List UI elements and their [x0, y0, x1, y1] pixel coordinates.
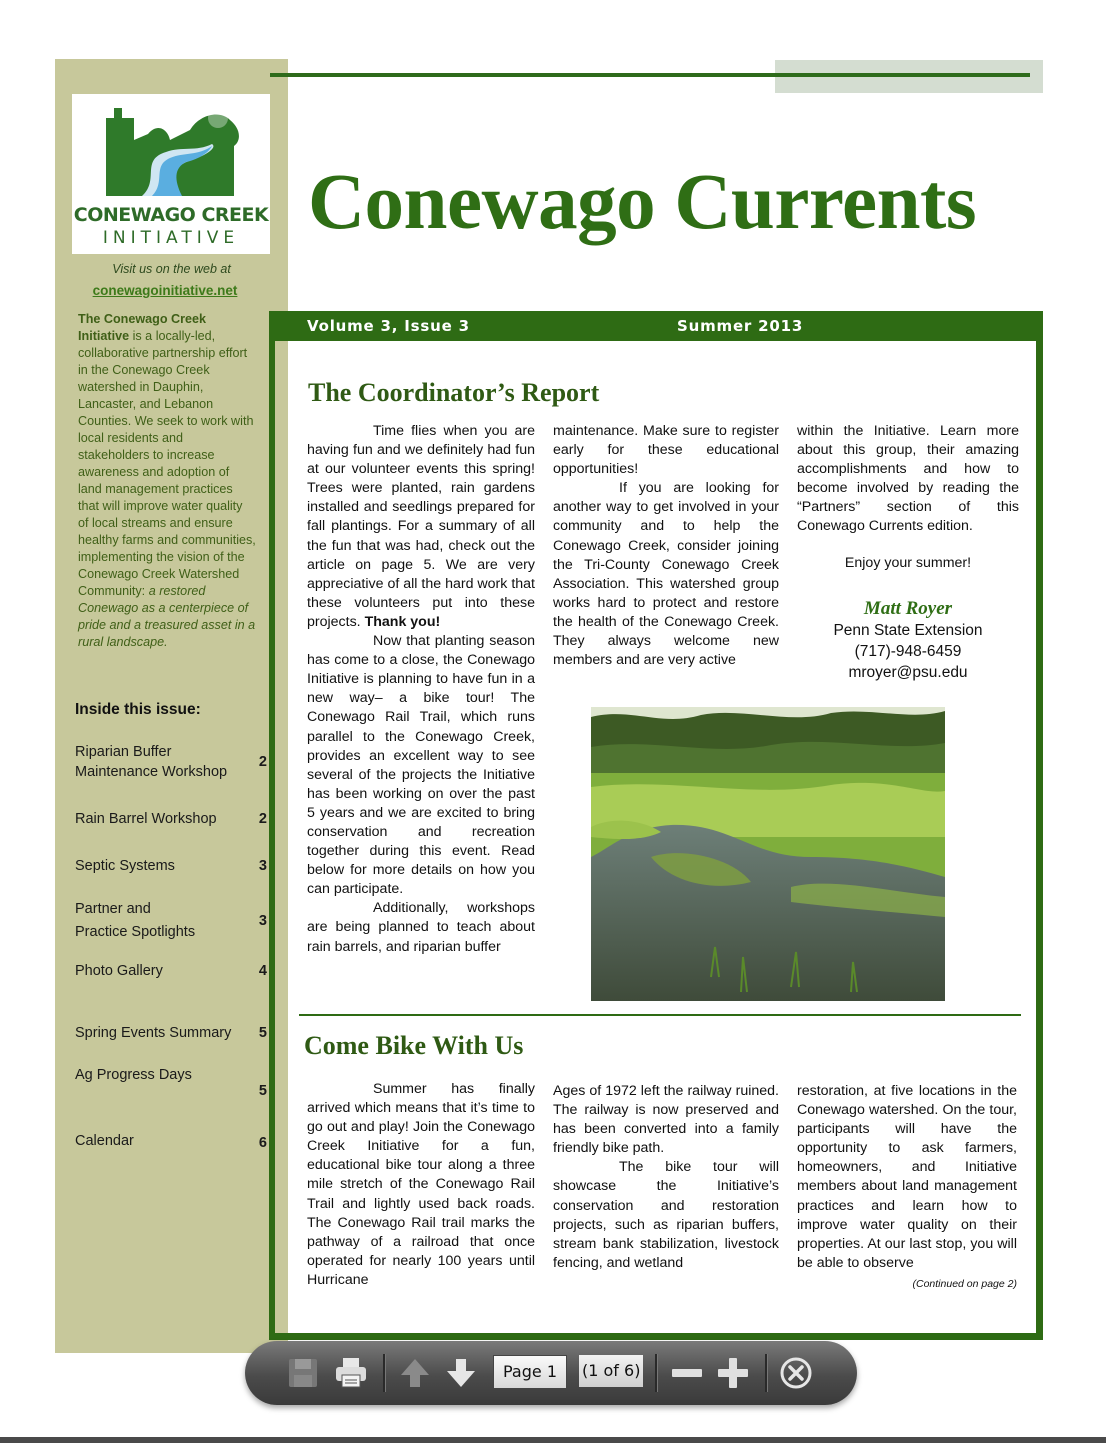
volume-issue: Volume 3, Issue 3	[307, 317, 470, 335]
signature-name: Matt Royer	[863, 598, 953, 619]
frame-border-right	[1036, 341, 1043, 640]
article1-column-3	[797, 422, 1019, 537]
article2-column-1	[307, 1080, 535, 1290]
toc-item[interactable]	[75, 742, 265, 782]
website-link[interactable]: conewagoinitiative.net	[92, 283, 238, 298]
toc-item[interactable]	[75, 1023, 265, 1043]
toc-label: Calendar	[75, 1133, 134, 1149]
toc-page: 6	[258, 1135, 267, 1151]
toc-item[interactable]	[75, 1065, 267, 1099]
toc-page: 2	[258, 811, 267, 827]
save-icon[interactable]	[285, 1355, 321, 1391]
page-count: (1 of 6)	[579, 1355, 643, 1387]
toolbar-separator	[383, 1354, 385, 1392]
frame-border-left	[269, 640, 275, 1340]
toc-item[interactable]	[75, 898, 265, 944]
zoom-out-icon[interactable]	[669, 1355, 705, 1391]
arrow-up-icon[interactable]	[397, 1355, 433, 1391]
arrow-down-icon[interactable]	[443, 1355, 479, 1391]
signature-email: mroyer@psu.edu	[848, 664, 968, 681]
toc-label: Partner and Practice Spotlights	[75, 901, 196, 940]
close-icon[interactable]	[778, 1355, 814, 1391]
inside-issue-title: Inside this issue:	[75, 701, 201, 718]
thank-you-text: Thank you!	[364, 613, 441, 630]
toc-item[interactable]	[75, 856, 265, 876]
toc-label: Photo Gallery	[75, 963, 163, 979]
visit-us-text: Visit us on the web at	[112, 262, 231, 276]
article2-column-2	[553, 1082, 779, 1273]
sidebar	[55, 59, 288, 1353]
toc-page: 5	[258, 1025, 267, 1041]
signature-org: Penn State Extension	[833, 622, 983, 639]
initiative-logo	[72, 94, 270, 254]
wetland-photo	[591, 707, 945, 1001]
article2-col3-text: restoration, at five locations in the Conewago watershed. On the tour, participants will have the opportunity to ask farmers, homeowners, and Initiative members about land management practices and learn how to improve water quality on their properties. At our last stop, you will be able to observe	[797, 1083, 1017, 1271]
article2-column-3	[797, 1082, 1017, 1273]
about-lead: The Conewago Creek Initiative	[78, 312, 207, 343]
toc-item[interactable]	[75, 809, 265, 829]
article1-col2-p2: If you are looking for another way to get involved in your community and to help the Conewago Creek, consider joining the Tri-County Conewago Creek Association. This watershed group works hard to protect and restore the health of the Conewago Creek. They always welcome new members and are very active	[553, 480, 779, 669]
continued-note: (Continued on page 2)	[912, 1278, 1017, 1290]
toc-label: Septic Systems	[75, 858, 175, 874]
toolbar-separator	[765, 1354, 767, 1392]
signature-block	[797, 598, 1019, 683]
zoom-in-icon[interactable]	[715, 1355, 751, 1391]
about-initiative-text	[78, 311, 256, 651]
toc-label: Riparian Buffer Maintenance Workshop	[75, 744, 228, 780]
toc-label: Spring Events Summary	[75, 1025, 232, 1041]
article2-col2-p2: The bike tour will showcase the Initiative’s conservation and restoration projects, such as riparian buffers, stream bank stabilization, livestock fencing, and wetland	[553, 1159, 779, 1271]
toc-item[interactable]	[75, 1131, 265, 1151]
about-vision: a restored Conewago as a centerpiece of pride and a treasured asset in a rural landscape.	[78, 584, 256, 649]
frame-border-right	[1036, 640, 1043, 1340]
print-icon[interactable]	[333, 1355, 369, 1391]
article-separator	[299, 1014, 1021, 1016]
logo-text-conewago-creek: CONEWAGO CREEK	[73, 204, 269, 226]
logo-text-initiative: INITIATIVE	[102, 228, 240, 248]
article1-column-1	[307, 422, 535, 957]
newsletter-title: Conewago Currents	[308, 159, 977, 246]
article1-col1-p1: Time flies when you are having fun and we definitely had fun at our volunteer events this spring! Trees were planted, rain gardens installed and seedlings prepared for fall plantings. For a summary of all the fun that was had, check out the article on page 5. We are very appreciative of all the hard work that these volunteers put into these projects.	[307, 423, 535, 630]
article1-col3-p1: within the Initiative. Learn more about this group, their amazing accomplishments and how to become involved by reading the “Partners” section of this Conewago Currents edition.	[797, 423, 1019, 535]
toc-page: 3	[258, 858, 267, 874]
article1-col1-p3: Additionally, workshops are being planned to teach about rain barrels, and riparian buffer	[307, 900, 535, 955]
toc-item[interactable]	[75, 961, 265, 981]
enjoy-summer-text: Enjoy your summer!	[844, 555, 972, 571]
toc-page: 3	[258, 913, 267, 929]
frame-border-left	[269, 341, 275, 640]
season-label: Summer 2013	[677, 317, 804, 335]
toc-label: Ag Progress Days	[75, 1067, 192, 1083]
coordinators-report-heading: The Coordinator’s Report	[308, 378, 600, 407]
logo-landscape-icon	[100, 100, 242, 196]
article1-col1-p2: Now that planting season has come to a close, the Conewago Initiative is planning to have fun in a new way– a bike tour! The Conewago Rail Trail, which runs parallel to the Conewago Creek, provides an excellent way to see several of the projects the Initiative has been working on over the past 5 years and we are excited to bring conservation and recreation together during this event. Read below for more details on how you can participate.	[307, 633, 535, 898]
article2-col2-p1: Ages of 1972 left the railway ruined. The railway is now preserved and has been converted into a family friendly bike path.	[553, 1083, 779, 1157]
article1-column-2	[553, 422, 779, 670]
toc-page: 5	[258, 1083, 267, 1099]
toc-label: Rain Barrel Workshop	[75, 811, 217, 827]
window-bottom-edge	[0, 1437, 1106, 1443]
header-rule	[270, 73, 1030, 77]
page-number-input[interactable]: Page 1	[493, 1355, 567, 1389]
toc-page: 2	[258, 754, 267, 770]
signature-phone: (717)-948-6459	[854, 643, 962, 660]
about-body: is a locally-led, collaborative partnership effort in the Conewago Creek watershed in Dauphin, Lancaster, and Lebanon Counties. We seek to work with local residents and stakeholders to increase awareness and adoption of land management practices that will improve water quality of local streams and ensure healthy farms and communities, implementing the vision of the Conewago Creek Watershed Community:	[78, 329, 256, 598]
bike-article-heading: Come Bike With Us	[304, 1031, 524, 1060]
article2-col1-text: Summer has finally arrived which means that it’s time to go out and play! Join the Conewago Creek Initiative for a fun, educational bike tour along a three mile stretch of the Conewago Rail Trail and lightly used back roads. The Conewago Rail trail marks the pathway of a railroad that once operated for nearly 100 years until Hurricane	[307, 1081, 535, 1288]
frame-border-bottom	[269, 1333, 1043, 1340]
toc-page: 4	[258, 963, 267, 979]
pdf-viewer-toolbar	[245, 1341, 857, 1405]
toolbar-separator	[655, 1354, 657, 1392]
article1-col2-p1: maintenance. Make sure to register early for these educational opportunities!	[553, 423, 779, 478]
